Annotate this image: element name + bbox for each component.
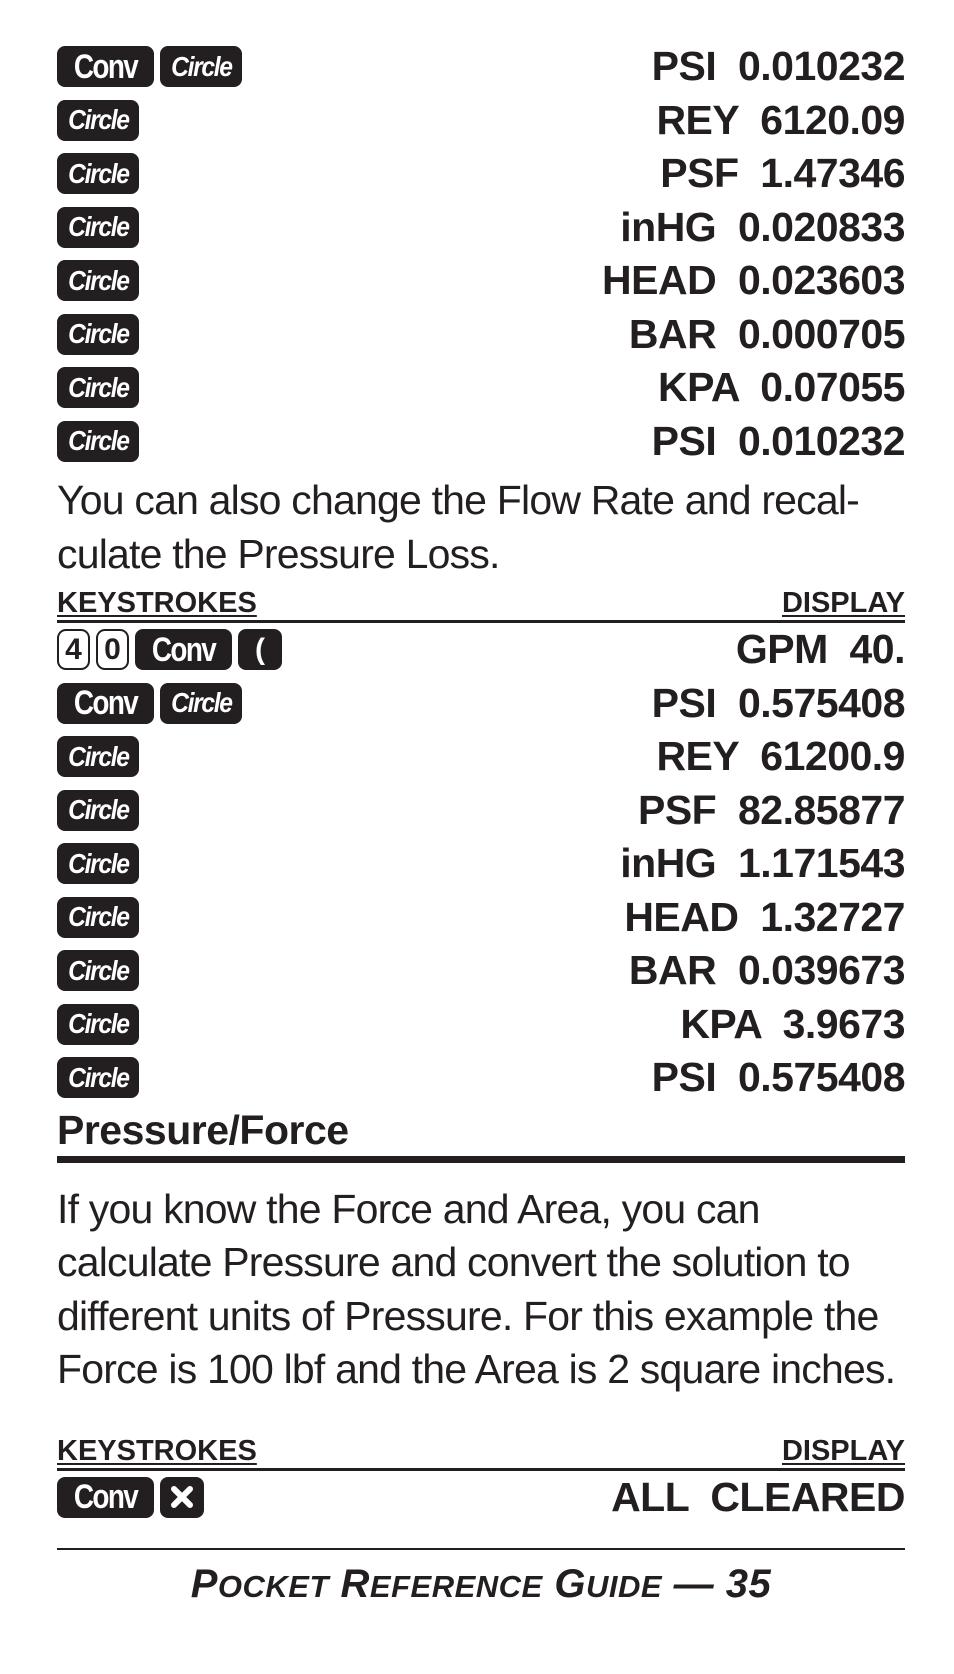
- display-readout: PSF 1.47346: [660, 150, 905, 197]
- keystroke-row: [57, 415, 905, 469]
- keystroke-keys: [57, 260, 139, 301]
- key-label: Circle: [67, 371, 129, 403]
- conv-key[interactable]: [57, 46, 154, 87]
- footer-rule: [57, 1548, 905, 1550]
- conv-key[interactable]: [57, 1477, 154, 1518]
- circle-key[interactable]: [57, 1057, 139, 1098]
- display-readout: HEAD 0.023603: [602, 257, 905, 304]
- display-readout: PSI 0.575408: [651, 679, 905, 726]
- digit-key-0[interactable]: 0: [96, 629, 129, 670]
- footer-letter: P: [190, 1562, 218, 1607]
- display-readout: PSI 0.010232: [651, 417, 905, 464]
- key-label: Circle: [67, 901, 129, 933]
- keystroke-keys: [57, 1477, 204, 1518]
- keystroke-row: [57, 623, 905, 677]
- circle-key[interactable]: [160, 683, 242, 724]
- keystroke-row: [57, 94, 905, 148]
- keystroke-block-1: [57, 40, 905, 468]
- key-label: Circle: [67, 740, 129, 772]
- key-label: Circle: [67, 104, 129, 136]
- circle-key[interactable]: [160, 46, 242, 87]
- keystroke-keys: [57, 629, 282, 670]
- key-label: Circle: [170, 50, 232, 82]
- keystroke-row: [57, 784, 905, 838]
- keystroke-keys: [57, 100, 139, 141]
- keystroke-keys: [57, 1057, 139, 1098]
- keystroke-row: [57, 40, 905, 94]
- keystroke-row: [57, 730, 905, 784]
- keystroke-row: [57, 998, 905, 1052]
- footer-letters: EFERENCE: [369, 1569, 543, 1605]
- circle-key[interactable]: [57, 897, 139, 938]
- display-readout: PSI 0.575408: [651, 1054, 905, 1101]
- circle-key[interactable]: [57, 153, 139, 194]
- key-label: Circle: [67, 425, 129, 457]
- circle-key[interactable]: [57, 260, 139, 301]
- display-readout: KPA 0.07055: [658, 364, 905, 411]
- display-readout: GPM 40.: [735, 626, 905, 673]
- key-label: Circle: [67, 1061, 129, 1093]
- display-heading: DISPLAY: [781, 587, 905, 619]
- circle-key[interactable]: [57, 950, 139, 991]
- key-label: Circle: [67, 954, 129, 986]
- keystroke-keys: [57, 207, 139, 248]
- keystroke-row: [57, 308, 905, 362]
- keystroke-row: [57, 891, 905, 945]
- display-readout: PSI 0.010232: [651, 43, 905, 90]
- key-label: Conv: [73, 684, 138, 723]
- keystrokes-heading: KEYSTROKES: [57, 1434, 257, 1467]
- keystroke-row: [57, 1471, 905, 1525]
- key-label: Circle: [67, 1008, 129, 1040]
- circle-key[interactable]: [57, 736, 139, 777]
- keystroke-row: [57, 254, 905, 308]
- keystroke-keys: [57, 950, 139, 991]
- manual-page: [57, 40, 905, 1607]
- circle-key[interactable]: [57, 843, 139, 884]
- display-readout: PSF 82.85877: [637, 786, 905, 833]
- keystroke-keys: [57, 153, 139, 194]
- keystroke-row: [57, 837, 905, 891]
- keystroke-keys: [57, 843, 139, 884]
- keystroke-keys: [57, 736, 139, 777]
- conv-key[interactable]: [57, 683, 154, 724]
- display-readout: REY 6120.09: [656, 96, 905, 143]
- keystroke-row: [57, 361, 905, 415]
- column-header-2: [57, 1434, 905, 1471]
- keystroke-block-2: [57, 623, 905, 1105]
- digit-key-4[interactable]: 4: [57, 629, 90, 670]
- key-label: Circle: [67, 264, 129, 296]
- x-icon: [167, 1482, 197, 1512]
- footer-letter: R: [340, 1562, 370, 1607]
- key-label: Circle: [67, 318, 129, 350]
- keystroke-keys: [57, 790, 139, 831]
- clear-key[interactable]: [160, 1477, 204, 1518]
- paragraph-flow-rate: You can also change the Flow Rate and recal-culate the Pressure Loss.: [57, 477, 860, 577]
- display-readout: inHG 0.020833: [620, 203, 905, 250]
- keystrokes-heading: KEYSTROKES: [57, 587, 257, 619]
- circle-key[interactable]: [57, 367, 139, 408]
- footer-letters: OCKET: [217, 1569, 329, 1605]
- keystroke-row: [57, 677, 905, 731]
- page-footer: [57, 1562, 905, 1607]
- display-readout: BAR 0.039673: [628, 947, 905, 994]
- display-readout: BAR 0.000705: [628, 310, 905, 357]
- keystroke-keys: [57, 421, 139, 462]
- paren-key[interactable]: (: [238, 629, 282, 670]
- page-number: — 35: [673, 1562, 772, 1607]
- keystroke-row: [57, 201, 905, 255]
- key-label: Conv: [151, 630, 216, 669]
- circle-key[interactable]: [57, 421, 139, 462]
- conv-key[interactable]: [135, 629, 232, 670]
- key-label: Circle: [67, 794, 129, 826]
- display-readout: HEAD 1.32727: [624, 893, 905, 940]
- display-readout: REY 61200.9: [656, 733, 905, 780]
- keystroke-keys: [57, 683, 242, 724]
- circle-key[interactable]: [57, 100, 139, 141]
- key-label: Circle: [67, 211, 129, 243]
- keystroke-keys: [57, 1004, 139, 1045]
- keystroke-keys: [57, 46, 242, 87]
- column-header-1: [57, 589, 905, 623]
- display-readout: inHG 1.171543: [620, 840, 905, 887]
- section-title: Pressure/Force: [57, 1109, 905, 1163]
- keystroke-keys: [57, 897, 139, 938]
- footer-letters: UIDE: [585, 1569, 663, 1605]
- display-readout: ALL CLEARED: [611, 1473, 905, 1520]
- key-label: Circle: [67, 847, 129, 879]
- keystroke-row: [57, 944, 905, 998]
- keystroke-block-3: [57, 1471, 905, 1525]
- display-heading: DISPLAY: [781, 1434, 905, 1467]
- circle-key[interactable]: [57, 790, 139, 831]
- keystroke-row: [57, 147, 905, 201]
- footer-letter: G: [554, 1562, 586, 1607]
- keystroke-row: [57, 1051, 905, 1105]
- key-label: Conv: [73, 1478, 138, 1517]
- keystroke-keys: [57, 314, 139, 355]
- key-label: Circle: [67, 157, 129, 189]
- keystroke-keys: [57, 367, 139, 408]
- key-label: Circle: [170, 687, 232, 719]
- key-label: Conv: [73, 47, 138, 86]
- display-readout: KPA 3.9673: [680, 1000, 905, 1047]
- circle-key[interactable]: [57, 314, 139, 355]
- circle-key[interactable]: [57, 207, 139, 248]
- circle-key[interactable]: [57, 1004, 139, 1045]
- paragraph-pressure-force: If you know the Force and Area, you can calculate Pressure and convert the solution to different units of Pressure. For this example the Force is 100 lbf and the Area is 2 square inches.: [57, 1185, 896, 1393]
